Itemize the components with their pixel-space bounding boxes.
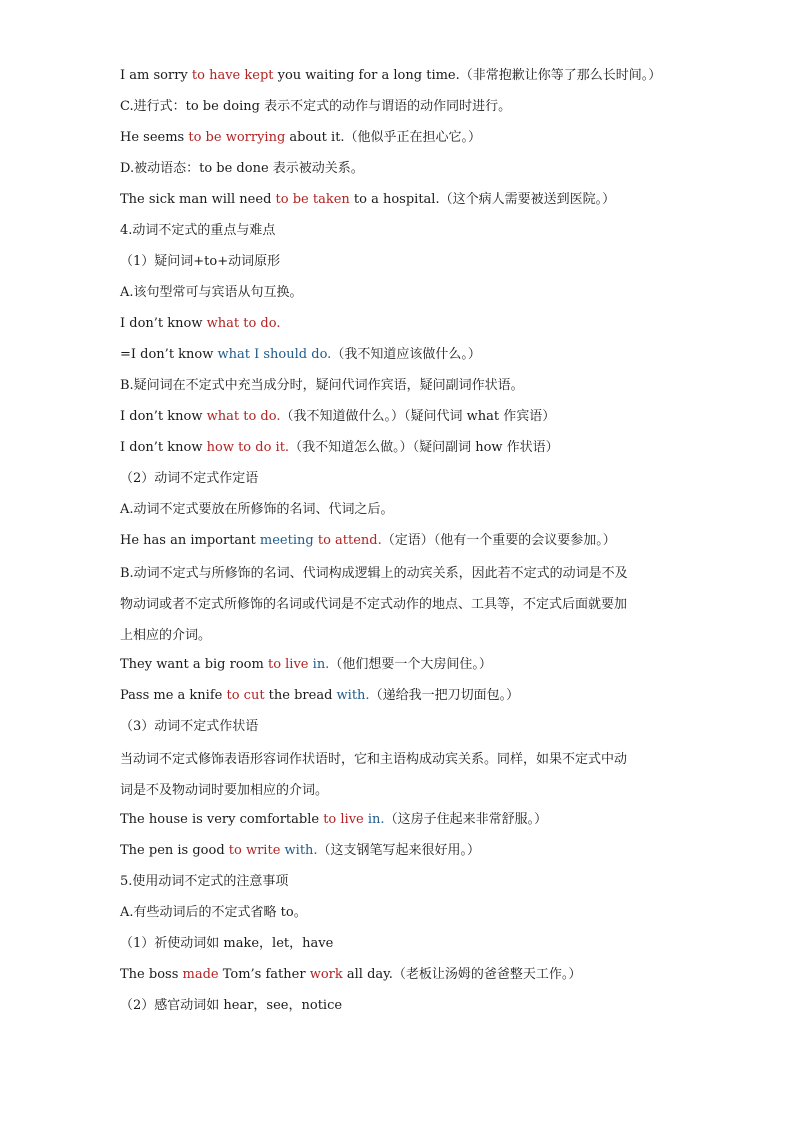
line-text: （1）祈使动词如 make，let，have <box>120 936 334 951</box>
paragraph-line: 当动词不定式修饰表语形容词作状语时，它和主语构成动宾关系。同样，如果不定式中动 <box>120 752 628 767</box>
text-line <box>120 496 680 527</box>
line-text: all day.（老板让汤姆的爸爸整天工作。） <box>342 967 582 982</box>
paragraph-b-note <box>120 558 680 651</box>
text-line <box>120 341 680 372</box>
line-text: D.被动语态：to be done 表示被动关系。 <box>120 161 364 176</box>
line-text: 5.使用动词不定式的注意事项 <box>120 874 289 889</box>
highlighted-phrase: in. <box>367 812 385 827</box>
text-line <box>120 93 680 124</box>
highlighted-phrase: what I should do. <box>217 347 332 362</box>
line-text: They want a big room <box>120 657 268 672</box>
text-line <box>120 279 680 310</box>
line-text: you waiting for a long time.（非常抱歉让你等了那么长时间。） <box>273 68 662 83</box>
text-line <box>120 465 680 496</box>
line-text: about it.（他似乎正在担心它。） <box>285 130 482 145</box>
highlighted-phrase: to live <box>323 812 364 827</box>
text-line <box>120 837 680 868</box>
line-text: A.该句型常可与宾语从句互换。 <box>120 285 303 300</box>
highlighted-phrase: made <box>182 967 219 982</box>
highlighted-phrase: what to do. <box>206 409 281 424</box>
highlighted-phrase: work <box>309 967 343 982</box>
line-text: （我不知道做什么。）（疑问代词 what 作宾语） <box>280 409 556 424</box>
line-text: B.疑问词在不定式中充当成分时，疑问代词作宾语，疑问副词作状语。 <box>120 378 524 393</box>
text-line <box>120 403 680 434</box>
line-text: The pen is good <box>120 843 229 858</box>
highlighted-phrase: in. <box>312 657 330 672</box>
line-text: （定语）（他有一个重要的会议要参加。） <box>381 533 616 548</box>
highlighted-phrase: how to do it. <box>206 440 290 455</box>
highlighted-phrase: to cut <box>226 688 265 703</box>
line-text: I don’t know <box>120 409 207 424</box>
text-line <box>120 713 680 744</box>
line-text: （2）动词不定式作定语 <box>120 471 259 486</box>
line-text: （递给我一把刀切面包。） <box>369 688 520 703</box>
line-text: （这房子住起来非常舒服。） <box>384 812 548 827</box>
highlighted-phrase: meeting <box>259 533 314 548</box>
text-block-2 <box>120 651 680 744</box>
text-line <box>120 434 680 465</box>
highlighted-phrase: to attend. <box>317 533 382 548</box>
text-line <box>120 651 680 682</box>
paragraph-adverbial-note <box>120 744 680 806</box>
text-line <box>120 155 680 186</box>
paragraph-line: 物动词或者不定式所修饰的名词或代词是不定式动作的地点、工具等，不定式后面就要加 <box>120 597 628 612</box>
text-line <box>120 806 680 837</box>
text-line <box>120 186 680 217</box>
text-line <box>120 930 680 961</box>
text-line <box>120 868 680 899</box>
paragraph-line: B.动词不定式与所修饰的名词、代词构成逻辑上的动宾关系，因此若不定式的动词是不及 <box>120 566 628 581</box>
highlighted-phrase: with. <box>284 843 318 858</box>
paragraph-line: 上相应的介词。 <box>120 628 212 643</box>
line-text: Tom’s father <box>218 967 310 982</box>
line-text: The boss <box>120 967 183 982</box>
paragraph-line: 词是不及物动词时要加相应的介词。 <box>120 783 329 798</box>
line-text: He seems <box>120 130 189 145</box>
line-text: I am sorry <box>120 68 192 83</box>
highlighted-phrase: what to do. <box>206 316 281 331</box>
line-text: （1）疑问词+to+动词原形 <box>120 254 281 269</box>
text-line <box>120 124 680 155</box>
text-block-3 <box>120 806 680 1023</box>
line-text: I don’t know <box>120 316 207 331</box>
line-text: （3）动词不定式作状语 <box>120 719 259 734</box>
text-line <box>120 217 680 248</box>
line-text: The house is very comfortable <box>120 812 324 827</box>
line-text: the bread <box>264 688 337 703</box>
line-text: 4.动词不定式的重点与难点 <box>120 223 276 238</box>
text-line <box>120 62 680 93</box>
text-line <box>120 372 680 403</box>
line-text: （2）感官动词如 hear，see，notice <box>120 998 343 1013</box>
line-text: （他们想要一个大房间住。） <box>329 657 492 672</box>
line-text: C.进行式：to be doing 表示不定式的动作与谓语的动作同时进行。 <box>120 99 512 114</box>
document-page <box>120 62 680 1023</box>
text-line <box>120 682 680 713</box>
highlighted-phrase: to live <box>267 657 309 672</box>
highlighted-phrase: to be worrying <box>188 130 286 145</box>
text-block-1 <box>120 62 680 558</box>
highlighted-phrase: to have kept <box>191 68 274 83</box>
line-text: I don’t know <box>120 440 207 455</box>
line-text: He has an important <box>120 533 260 548</box>
text-line <box>120 992 680 1023</box>
line-text: A.有些动词后的不定式省略 to。 <box>120 905 307 920</box>
line-text: The sick man will need <box>120 192 276 207</box>
line-text: A.动词不定式要放在所修饰的名词、代词之后。 <box>120 502 394 517</box>
text-line <box>120 961 680 992</box>
line-text: Pass me a knife <box>120 688 227 703</box>
line-text: =I don’t know <box>120 347 218 362</box>
line-text: to a hospital.（这个病人需要被送到医院。） <box>349 192 616 207</box>
line-text: （这支钢笔写起来很好用。） <box>317 843 481 858</box>
text-line <box>120 248 680 279</box>
line-text: （我不知道怎么做。）（疑问副词 how 作状语） <box>289 440 559 455</box>
text-line <box>120 310 680 341</box>
line-text: （我不知道应该做什么。） <box>331 347 481 362</box>
highlighted-phrase: with. <box>336 688 370 703</box>
highlighted-phrase: to write <box>228 843 281 858</box>
highlighted-phrase: to be taken <box>275 192 350 207</box>
text-line <box>120 527 680 558</box>
text-line <box>120 899 680 930</box>
